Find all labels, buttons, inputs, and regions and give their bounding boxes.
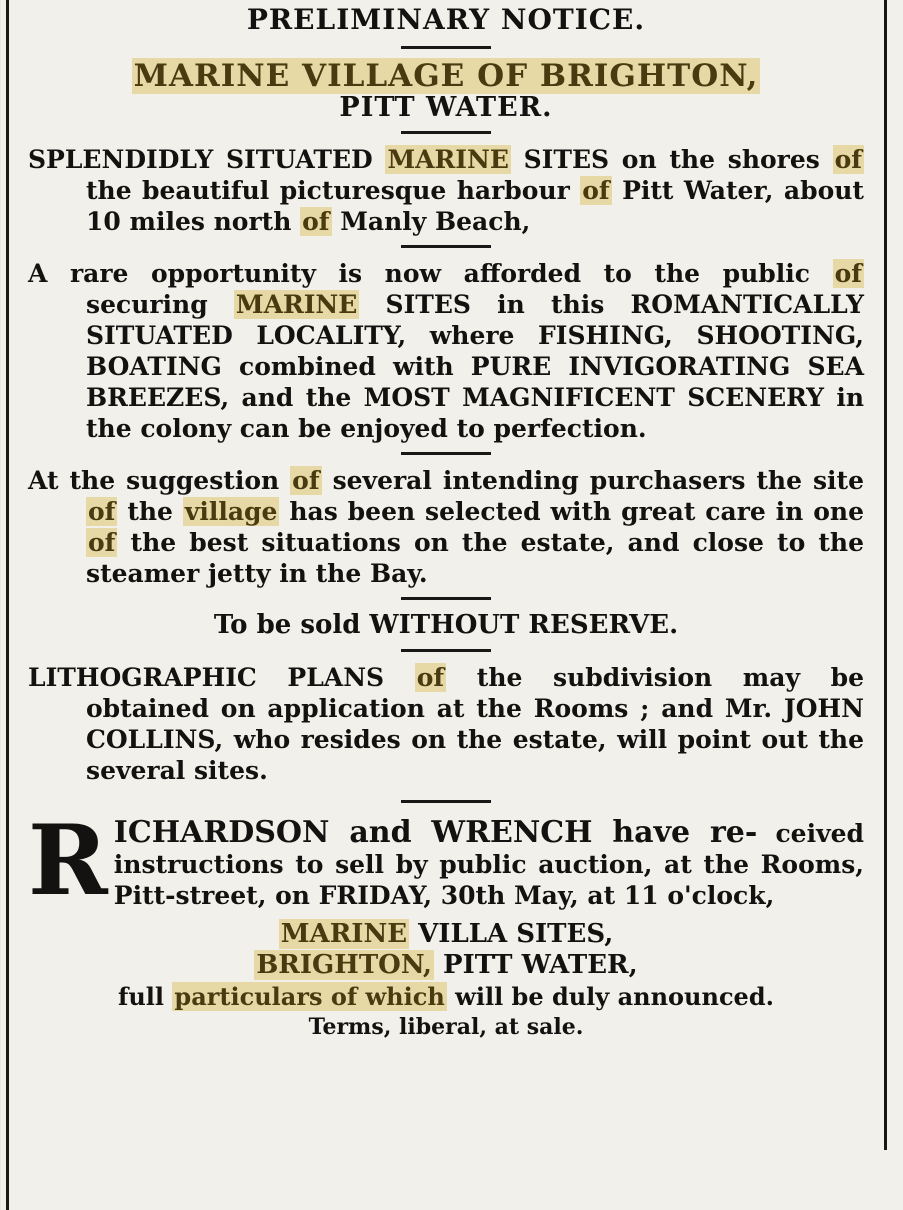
divider (401, 131, 491, 134)
divider (401, 800, 491, 803)
highlight: of (834, 145, 862, 174)
paragraph-plans: LITHOGRAPHIC PLANS of the subdivision may be obtained on application at the Rooms ; and Mr. JOHN COLLINS, who resides on the estate, will point out the several sites. (28, 663, 864, 785)
highlight: of (834, 259, 862, 288)
highlight: of (416, 663, 445, 692)
highlight: of (292, 466, 320, 495)
auction-body: ceived instructions to sell by public auction, at the Rooms, Pitt-street, on FRIDAY, 30th May, at 11 o'clock, (113, 819, 864, 910)
closing-line-2: BRIGHTON, PITT WATER, (256, 950, 638, 980)
terms-line: Terms, liberal, at sale. (308, 1014, 584, 1040)
notice-title (28, 59, 864, 93)
divider (401, 46, 491, 49)
closing-block (28, 919, 864, 1043)
title-text: MARINE VILLAGE OF BRIGHTON, (133, 58, 759, 94)
highlight: of (582, 176, 610, 205)
paragraph-opportunity: A rare opportunity is now afforded to the public of securing MARINE SITES in this ROMANTICALLY SITUATED LOCALITY, where FISHING, SHOOTING, BOATING combined with PURE INVIGORATING SEA BREEZES, and the MOST MAGNIFICENT SCENERY in the colony can be enjoyed to perfection. (28, 259, 864, 443)
divider (401, 245, 491, 248)
divider (401, 452, 491, 455)
auction-first-line: ICHARDSON and WRENCH have re- (113, 815, 758, 850)
paragraph-village-site: At the suggestion of several intending purchasers the site of the village has been selected with great care in one of the best situations on the estate, and close to the steamer jetty in the Bay. (28, 466, 864, 588)
highlight: BRIGHTON, (256, 950, 432, 980)
advertisement (28, 0, 864, 1043)
drop-cap: R (28, 804, 108, 917)
highlight: particulars of which (174, 982, 445, 1011)
highlight: of (88, 497, 116, 526)
highlight: MARINE (387, 145, 509, 174)
notice-heading: PRELIMINARY NOTICE. (246, 3, 646, 36)
paragraph-sites: SPLENDIDLY SITUATED MARINE SITES on the shores of the beautiful picturesque harbour of Pitt Water, about 10 miles north of Manly Beach, (28, 145, 864, 236)
divider (401, 649, 491, 652)
auction-paragraph (28, 804, 864, 917)
highlight: of (302, 207, 330, 236)
highlight: MARINE (280, 919, 408, 949)
reserve-line: To be sold WITHOUT RESERVE. (213, 610, 679, 640)
divider (401, 597, 491, 600)
column-rule-right (884, 0, 887, 1150)
column-rule-left (6, 0, 9, 1210)
highlight: village (184, 497, 278, 526)
closing-line-1: MARINE VILLA SITES, (280, 919, 614, 949)
notice-subtitle: PITT WATER. (339, 92, 553, 123)
highlight: of (88, 528, 116, 557)
highlight: MARINE (235, 290, 358, 319)
closing-line-3: full particulars of which will be duly announced. (118, 982, 774, 1011)
